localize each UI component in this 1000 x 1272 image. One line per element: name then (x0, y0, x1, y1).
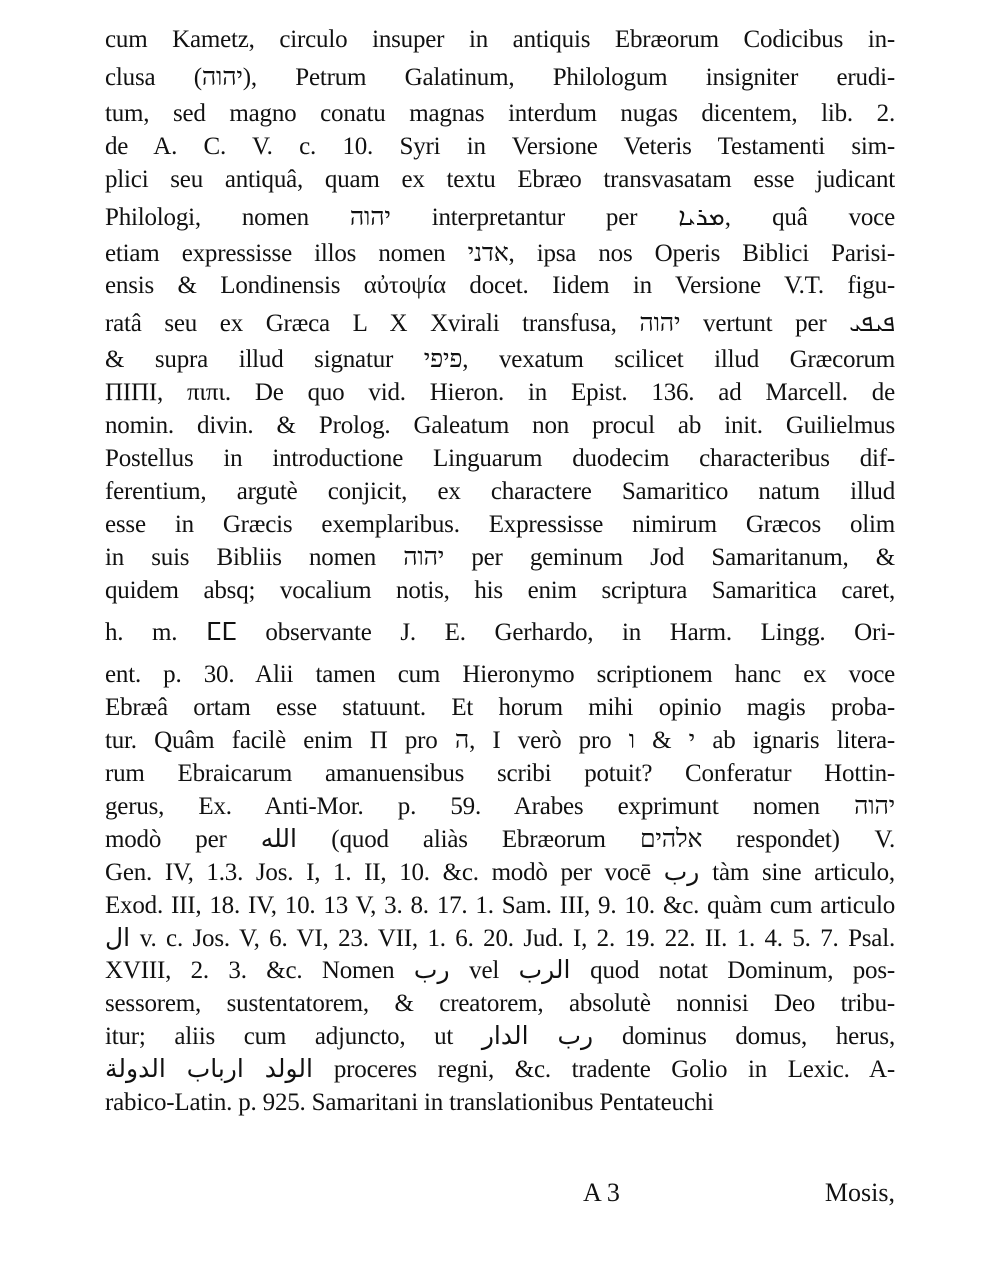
text-line: in suis Bibliis nomen יהוה per geminum Jod Samaritanum, & (105, 543, 895, 571)
text-line: cum Kametz, circulo insuper in antiquis Ebræorum Codicibus in- (105, 26, 895, 53)
text-line: h. m. ⵎⵎ observante J. E. Gerhardo, in Harm. Lingg. Ori- (105, 619, 895, 647)
text-line: Ebræâ ortam esse statuunt. Et horum mihi opinio magis proba- (105, 694, 895, 722)
text-line: ent. p. 30. Alii tamen cum Hieronymo scriptionem hanc ex voce (105, 661, 895, 689)
text-line: esse in Græcis exemplaribus. Expressisse nimirum Græcos olim (105, 510, 895, 538)
text-line: tur. Quâm facilè enim Π pro ה, I verò pro י & ו ab ignaris litera- (105, 727, 895, 755)
text-line: de A. C. V. c. 10. Syri in Versione Veteris Testamenti sim- (105, 132, 895, 160)
text-line: plici seu antiquâ, quam ex textu Ebræo transvasatam esse judicant (105, 165, 895, 193)
text-line: Philologi, nomen יהוה interpretantur per ܡܪܝܐ, quâ voce (105, 203, 895, 231)
body-text (105, 24, 895, 1120)
text-line: itur; aliis cum adjuncto, ut رب الدار dominus domus, herus, (105, 1023, 895, 1051)
text-line: sessorem, sustentatorem, & creatorem, absolutè nonnisi Deo tribu- (105, 990, 895, 1018)
text-line: quidem absq; vocalium notis, his enim scriptura Samaritica caret, (105, 576, 895, 604)
text-line: & supra illud signatur פיפי, vexatum scilicet illud Græcorum (105, 346, 895, 374)
text-line: الولد ارباب الدولة proceres regni, &c. tradente Golio in Lexic. A- (105, 1056, 895, 1084)
text-line: Exod. III, 18. IV, 10. 13 V, 3. 8. 17. 1. Sam. III, 9. 10. &c. quàm cum articulo (105, 891, 895, 919)
text-line: ferentium, argutè conjicit, ex charactere Samaritico natum illud (105, 477, 895, 505)
text-line: etiam expressisse illos nomen אדני, ipsa nos Operis Biblici Parisi- (105, 239, 895, 267)
text-line: clusa (יהוה), Petrum Galatinum, Philologum insigniter erudi- (105, 63, 895, 91)
text-line: Gen. IV, 1.3. Jos. I, 1. II, 10. &c. modò per vocē رب tàm sine articulo, (105, 858, 895, 886)
text-line: ensis & Londinensis αὐτοψία docet. Iidem in Versione V.T. figu- (105, 272, 895, 300)
text-line: rabico-Latin. p. 925. Samaritani in translationibus Pentateuchi (105, 1089, 714, 1117)
text-line: nomin. divin. & Prolog. Galeatum non procul ab init. Guilielmus (105, 412, 895, 440)
text-line: ال v. c. Jos. V, 6. VI, 23. VII, 1. 6. 20. Jud. I, 2. 19. 22. II. 1. 4. 5. 7. Psal. (105, 924, 895, 952)
text-line: modò per الله (quod aliàs Ebræorum אלהים respondet) V. (105, 825, 895, 853)
text-line: tum, sed magno conatu magnas interdum nugas dicentem, lib. 2. (105, 99, 895, 127)
page-footer (105, 1178, 895, 1218)
text-line: ΠΙΠΙ, πιπι. De quo vid. Hieron. in Epist. 136. ad Marcell. de (105, 379, 895, 407)
text-line: rum Ebraicarum amanuensibus scribi potuit? Conferatur Hottin- (105, 760, 895, 788)
text-line: XVIII, 2. 3. &c. Nomen رب vel الرب quod notat Dominum, pos- (105, 957, 895, 985)
text-line: gerus, Ex. Anti-Mor. p. 59. Arabes exprimunt nomen יהוה (105, 793, 895, 821)
signature-mark: A 3 (583, 1178, 620, 1207)
text-line: Postellus in introductione Linguarum duodecim characteribus dif- (105, 445, 895, 473)
catchword: Mosis, (824, 1178, 895, 1207)
text-line: ratâ seu ex Græca L X Xvirali transfusa, יהוה vertunt per ܦܝܦܝ (105, 310, 895, 338)
